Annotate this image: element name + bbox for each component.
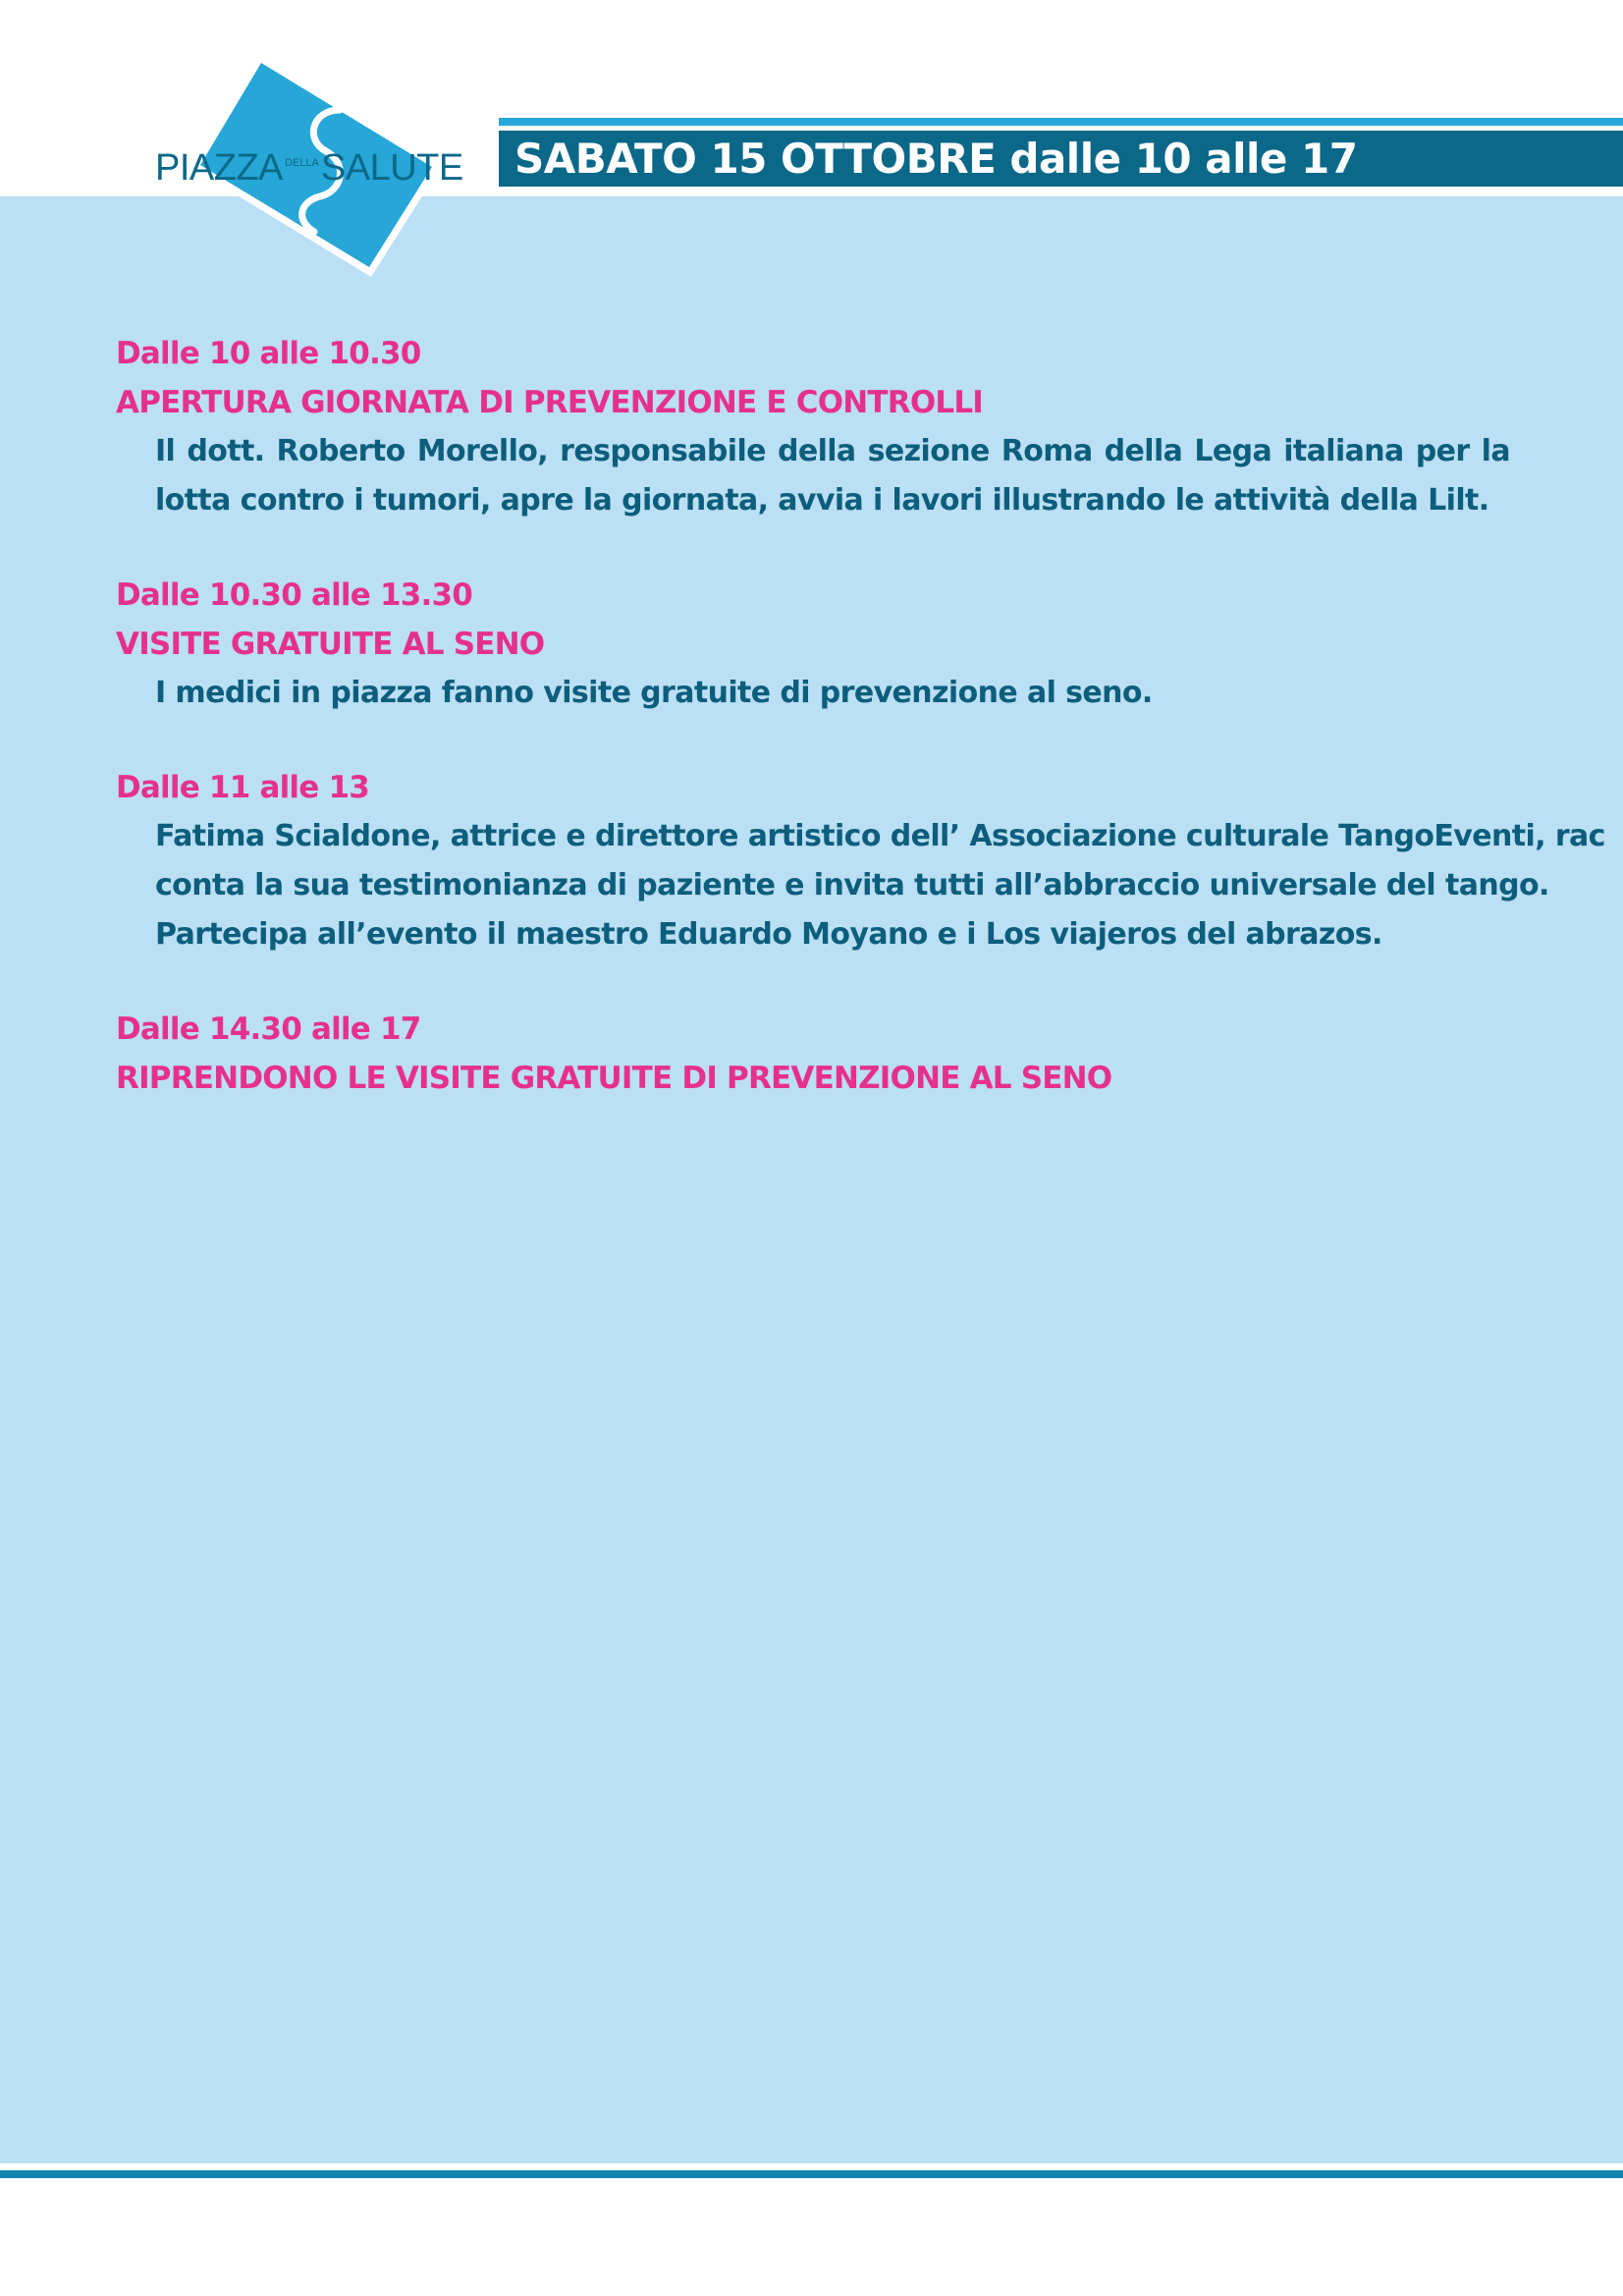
schedule-description: Il dott. Roberto Morello, responsabile della sezione Roma della Lega italiana per la lotta contro i tumori, apre la giornata, avvia i lavori illustrando le attività della Lilt. bbox=[155, 434, 1510, 518]
schedule-item bbox=[116, 763, 1605, 959]
header-accent-stripe bbox=[499, 118, 1623, 126]
schedule-description-line: conta la sua testimonianza di paziente e invita tutti all’abbraccio universale del tango. bbox=[155, 868, 1549, 902]
footer-divider-light bbox=[0, 2163, 1623, 2166]
schedule-time: Dalle 10 alle 10.30 bbox=[116, 336, 421, 371]
schedule-heading: VISITE GRATUITE AL SENO bbox=[116, 627, 545, 662]
logo-wordmark: PIAZZA $^{DELLA}$SALUTE bbox=[155, 147, 463, 189]
schedule-item bbox=[116, 1005, 1510, 1103]
schedule-description-line: Fatima Scialdone, attrice e direttore artistico dell’ Associazione culturale TangoEventi, rac bbox=[155, 819, 1605, 853]
schedule-item bbox=[116, 571, 1510, 718]
schedule-description: I medici in piazza fanno visite gratuite di prevenzione al seno. bbox=[155, 676, 1153, 710]
page-title: SABATO 15 OTTOBRE dalle 10 alle 17 bbox=[514, 135, 1358, 183]
schedule-item bbox=[116, 329, 1510, 525]
schedule-time: Dalle 10.30 alle 13.30 bbox=[116, 577, 473, 613]
footer-divider bbox=[0, 2170, 1623, 2178]
schedule-heading: APERTURA GIORNATA DI PREVENZIONE E CONTROLLI bbox=[116, 385, 984, 420]
schedule-time: Dalle 11 alle 13 bbox=[116, 770, 369, 805]
schedule-description-line: Partecipa all’evento il maestro Eduardo Moyano e i Los viajeros del abrazos. bbox=[155, 917, 1382, 952]
schedule-time: Dalle 14.30 alle 17 bbox=[116, 1011, 421, 1047]
schedule-heading: RIPRENDONO LE VISITE GRATUITE DI PREVENZIONE AL SENO bbox=[116, 1061, 1112, 1096]
schedule bbox=[116, 329, 1605, 1148]
